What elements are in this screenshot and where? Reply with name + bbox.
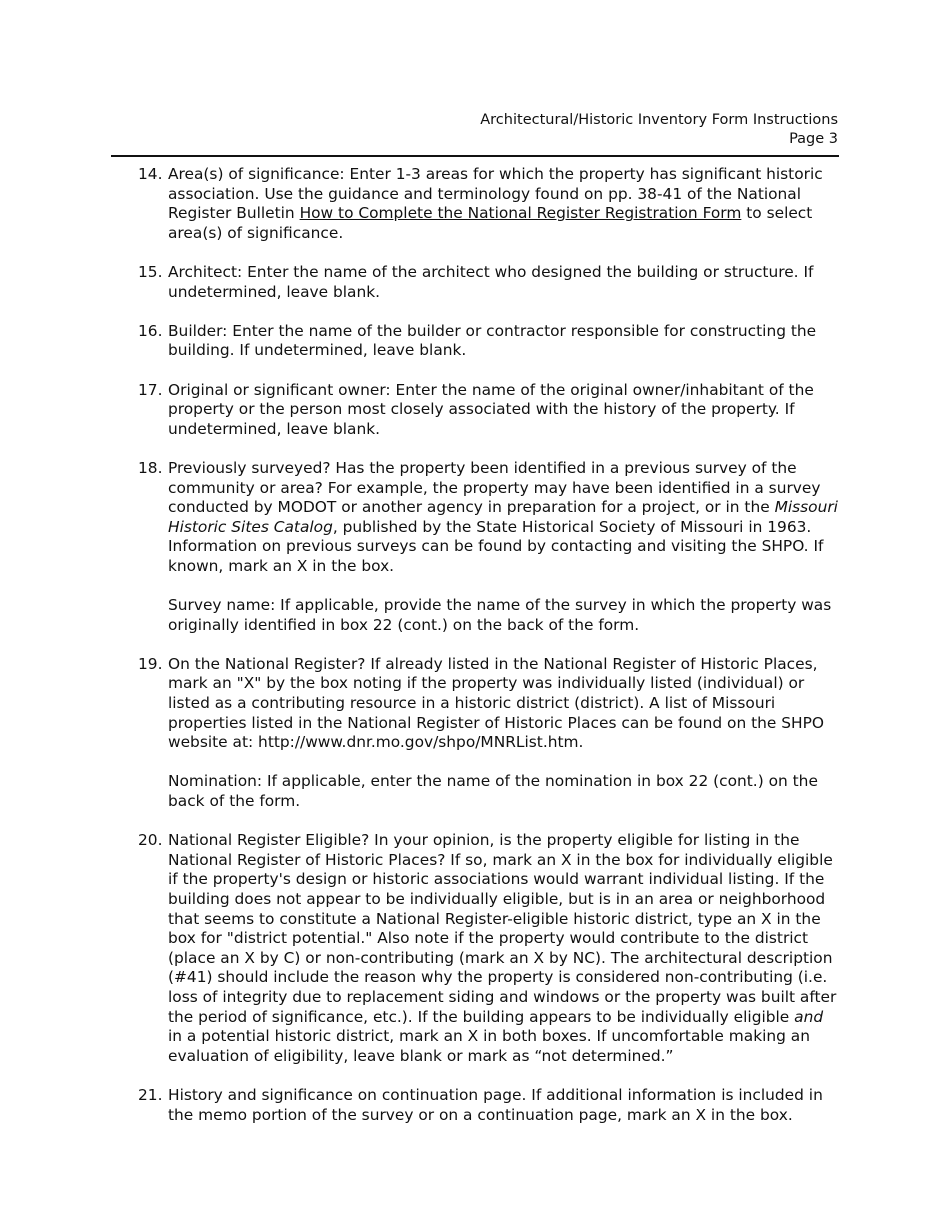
item-number: 20. [138, 831, 163, 850]
item-body [168, 165, 840, 243]
item-body [168, 831, 840, 1066]
emphasis-text: and [794, 1007, 824, 1026]
bulletin-title: How to Complete the National Register Registration Form [299, 204, 742, 223]
survey-name-text: Survey name: If applicable, provide the name of the survey in which the property was originally identified in box 22 (cont.) on the back of the form. [168, 596, 832, 634]
item-text: , published by the State Historical Society of Missouri in 1963. Information on previous surveys can be found by contacting and visiting the SHPO. If known, mark an X in the box. [168, 517, 824, 575]
item-number: 15. [138, 262, 163, 281]
item-text: Previously surveyed? Has the property been identified in a previous survey of the community or area? For example, the property may have been identified in a survey conducted by MODOT or another agency in preparation for a project, or in the [168, 458, 821, 517]
item-text: History and significance on continuation page. If additional information is included in the memo portion of the survey or on a continuation page, mark an X in the box. [168, 1085, 823, 1124]
item-body [168, 459, 840, 635]
item-number: 18. [138, 458, 163, 477]
item-number: 19. [138, 654, 163, 673]
list-item-20 [138, 831, 840, 1066]
item-number: 14. [138, 165, 163, 183]
item-text: National Register Eligible? In your opinion, is the property eligible for listing in the National Register of Historic Places? If so, mark an X in the box for individually eligible if the property's design or historic associations would warrant individual listing. If the building does not appear to be individually eligible, but is in an area or neighborhood that seems to constitute a National Register-eligible historic district, type an X in the box for "district potential." Also note if the property would contribute to the district (place an X by C) or non-contributing (mark an X by NC). The architectural description (#41) should include the reason why the property is considered non-contributing (i.e. loss of integrity due to replacement siding and windows or the property was built after the period of significance, etc.). If the building appears to be individually eligible [168, 831, 837, 1026]
item-text: Original or significant owner: Enter the name of the original owner/inhabitant of the property or the person most closely associated with the history of the property. If undetermined, leave blank. [168, 380, 814, 438]
item-number: 17. [138, 380, 163, 399]
item-text: Area(s) of significance: Enter 1-3 areas for which the property has significant historic association. Use the guidance and terminology found on pp. 38-41 of the National Register Bulletin [168, 165, 823, 223]
catalog-title: Missouri Historic Sites Catalog [168, 498, 838, 536]
item-text: in a potential historic district, mark an X in both boxes. If uncomfortable making an evaluation of eligibility, leave blank or mark as “not determined.” [168, 1027, 810, 1065]
list-item-15 [138, 263, 840, 302]
list-item-14 [138, 165, 840, 243]
instruction-list [138, 165, 840, 1145]
item-number: 16. [138, 321, 163, 340]
item-body [168, 263, 840, 302]
item-text: Builder: Enter the name of the builder or contractor responsible for constructing the building. If undetermined, leave blank. [168, 321, 817, 360]
list-item-19 [138, 655, 840, 812]
header-rule [111, 155, 839, 157]
item-body [168, 1086, 840, 1125]
nomination-text: Nomination: If applicable, enter the name of the nomination in box 22 (cont.) on the back of the form. [168, 772, 818, 810]
page-number: Page 3 [789, 131, 838, 147]
list-item-16 [138, 322, 840, 361]
page-header [480, 111, 838, 149]
item-text: to select area(s) of significance. [168, 204, 813, 242]
list-item-21 [138, 1086, 840, 1125]
item-body [168, 655, 840, 812]
item-body [168, 322, 840, 361]
item-number: 21. [138, 1085, 163, 1104]
list-item-17 [138, 381, 840, 440]
item-text: On the National Register? If already listed in the National Register of Historic Places, mark an "X" by the box noting if the property was individually listed (individual) or listed as a contributing resource in a historic district (district). A list of Missouri properties listed in the National Register of Historic Places can be found on the SHPO website at: http://www.dnr.mo.gov/shpo/MNRList.htm. [168, 654, 824, 752]
item-text: Architect: Enter the name of the architect who designed the building or structure. If undetermined, leave blank. [168, 262, 814, 301]
document-title: Architectural/Historic Inventory Form Instructions [480, 112, 838, 128]
list-item-18 [138, 459, 840, 635]
item-body [168, 381, 840, 440]
